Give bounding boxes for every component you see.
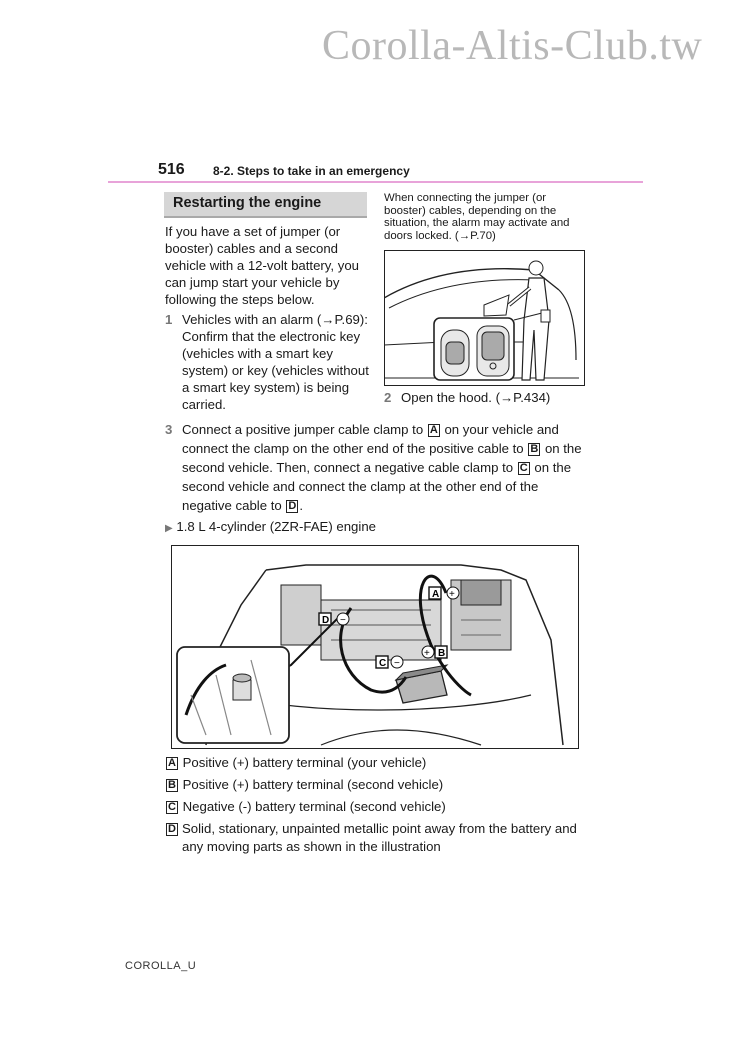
- step-3-part4: on the second vehicle and connect the clamp at the other end of the negative cable to: [182, 460, 572, 513]
- legend-item-b: [166, 776, 443, 794]
- step-3-part2: on your vehicle and connect the clamp on the other end of the positive cable to: [182, 422, 559, 456]
- intro-paragraph: If you have a set of jumper (or booster) cables and a second vehicle with a 12-volt battery, you can jump start your vehicle by following the steps below.: [165, 224, 359, 307]
- step-3-number: 3: [165, 422, 173, 437]
- legend-item-d: [166, 820, 578, 856]
- step-3-text: [182, 420, 583, 515]
- door-illustration: [384, 250, 585, 386]
- diagram-marker-a: A: [432, 589, 440, 600]
- step-1-text: Vehicles with an alarm (→P.69): Confirm that the electronic key (vehicles with a smart key system) or key (vehicles without a smart key system) is being carried.: [182, 312, 369, 412]
- chapter-title: 8-2. Steps to take in an emergency: [213, 164, 410, 178]
- legend-item-c: [166, 798, 446, 816]
- step-3-part5: .: [299, 498, 304, 513]
- step-1: [165, 311, 370, 413]
- engine-label: [165, 518, 376, 537]
- svg-text:−: −: [394, 658, 400, 669]
- engine-label-text: 1.8 L 4-cylinder (2ZR-FAE) engine: [176, 519, 376, 534]
- section-title: Restarting the engine: [164, 192, 367, 218]
- legend-marker-b: B: [168, 779, 176, 791]
- legend-text-a: Positive (+) battery terminal (your vehicle): [182, 755, 427, 770]
- footer-model: COROLLA_U: [125, 960, 197, 972]
- svg-text:+: +: [424, 648, 430, 659]
- legend-text-d: Solid, stationary, unpainted metallic point away from the battery and any moving parts as shown in the illustration: [182, 821, 577, 854]
- legend-marker-d: D: [168, 823, 176, 835]
- step-2: [384, 389, 584, 406]
- legend-marker-c: C: [168, 801, 176, 813]
- diagram-marker-d: D: [322, 615, 330, 626]
- legend-marker-a: A: [168, 757, 176, 769]
- legend-text-b: Positive (+) battery terminal (second vehicle): [182, 777, 444, 792]
- diagram-marker-c: C: [379, 658, 387, 669]
- step-2-number: 2: [384, 390, 392, 405]
- marker-c: C: [519, 462, 528, 474]
- diagram-marker-b: B: [438, 648, 446, 659]
- step-2-text: Open the hood. (→P.434): [401, 390, 551, 405]
- page-number: 516: [158, 161, 185, 178]
- triangle-bullet-icon: ▶: [165, 523, 173, 534]
- marker-d: D: [288, 500, 297, 512]
- step-3: [165, 420, 583, 515]
- svg-text:−: −: [340, 615, 346, 626]
- legend-text-c: Negative (-) battery terminal (second vehicle): [182, 799, 446, 814]
- marker-a: A: [429, 424, 438, 436]
- step-3-part3: on the second vehicle. Then, connect a negative cable clamp to: [182, 441, 582, 475]
- step-1-number: 1: [165, 312, 173, 327]
- svg-text:+: +: [449, 589, 455, 600]
- watermark: Corolla-Altis-Club.tw: [322, 23, 703, 69]
- step-3-part1: Connect a positive jumper cable clamp to: [182, 422, 424, 437]
- header-rule: [108, 181, 643, 183]
- marker-b: B: [530, 443, 539, 455]
- legend-item-a: [166, 754, 426, 772]
- engine-bay-illustration: [171, 545, 579, 749]
- alarm-note: When connecting the jumper (or booster) cables, depending on the situation, the alarm may activate and doors locked. (→P.70): [384, 192, 570, 242]
